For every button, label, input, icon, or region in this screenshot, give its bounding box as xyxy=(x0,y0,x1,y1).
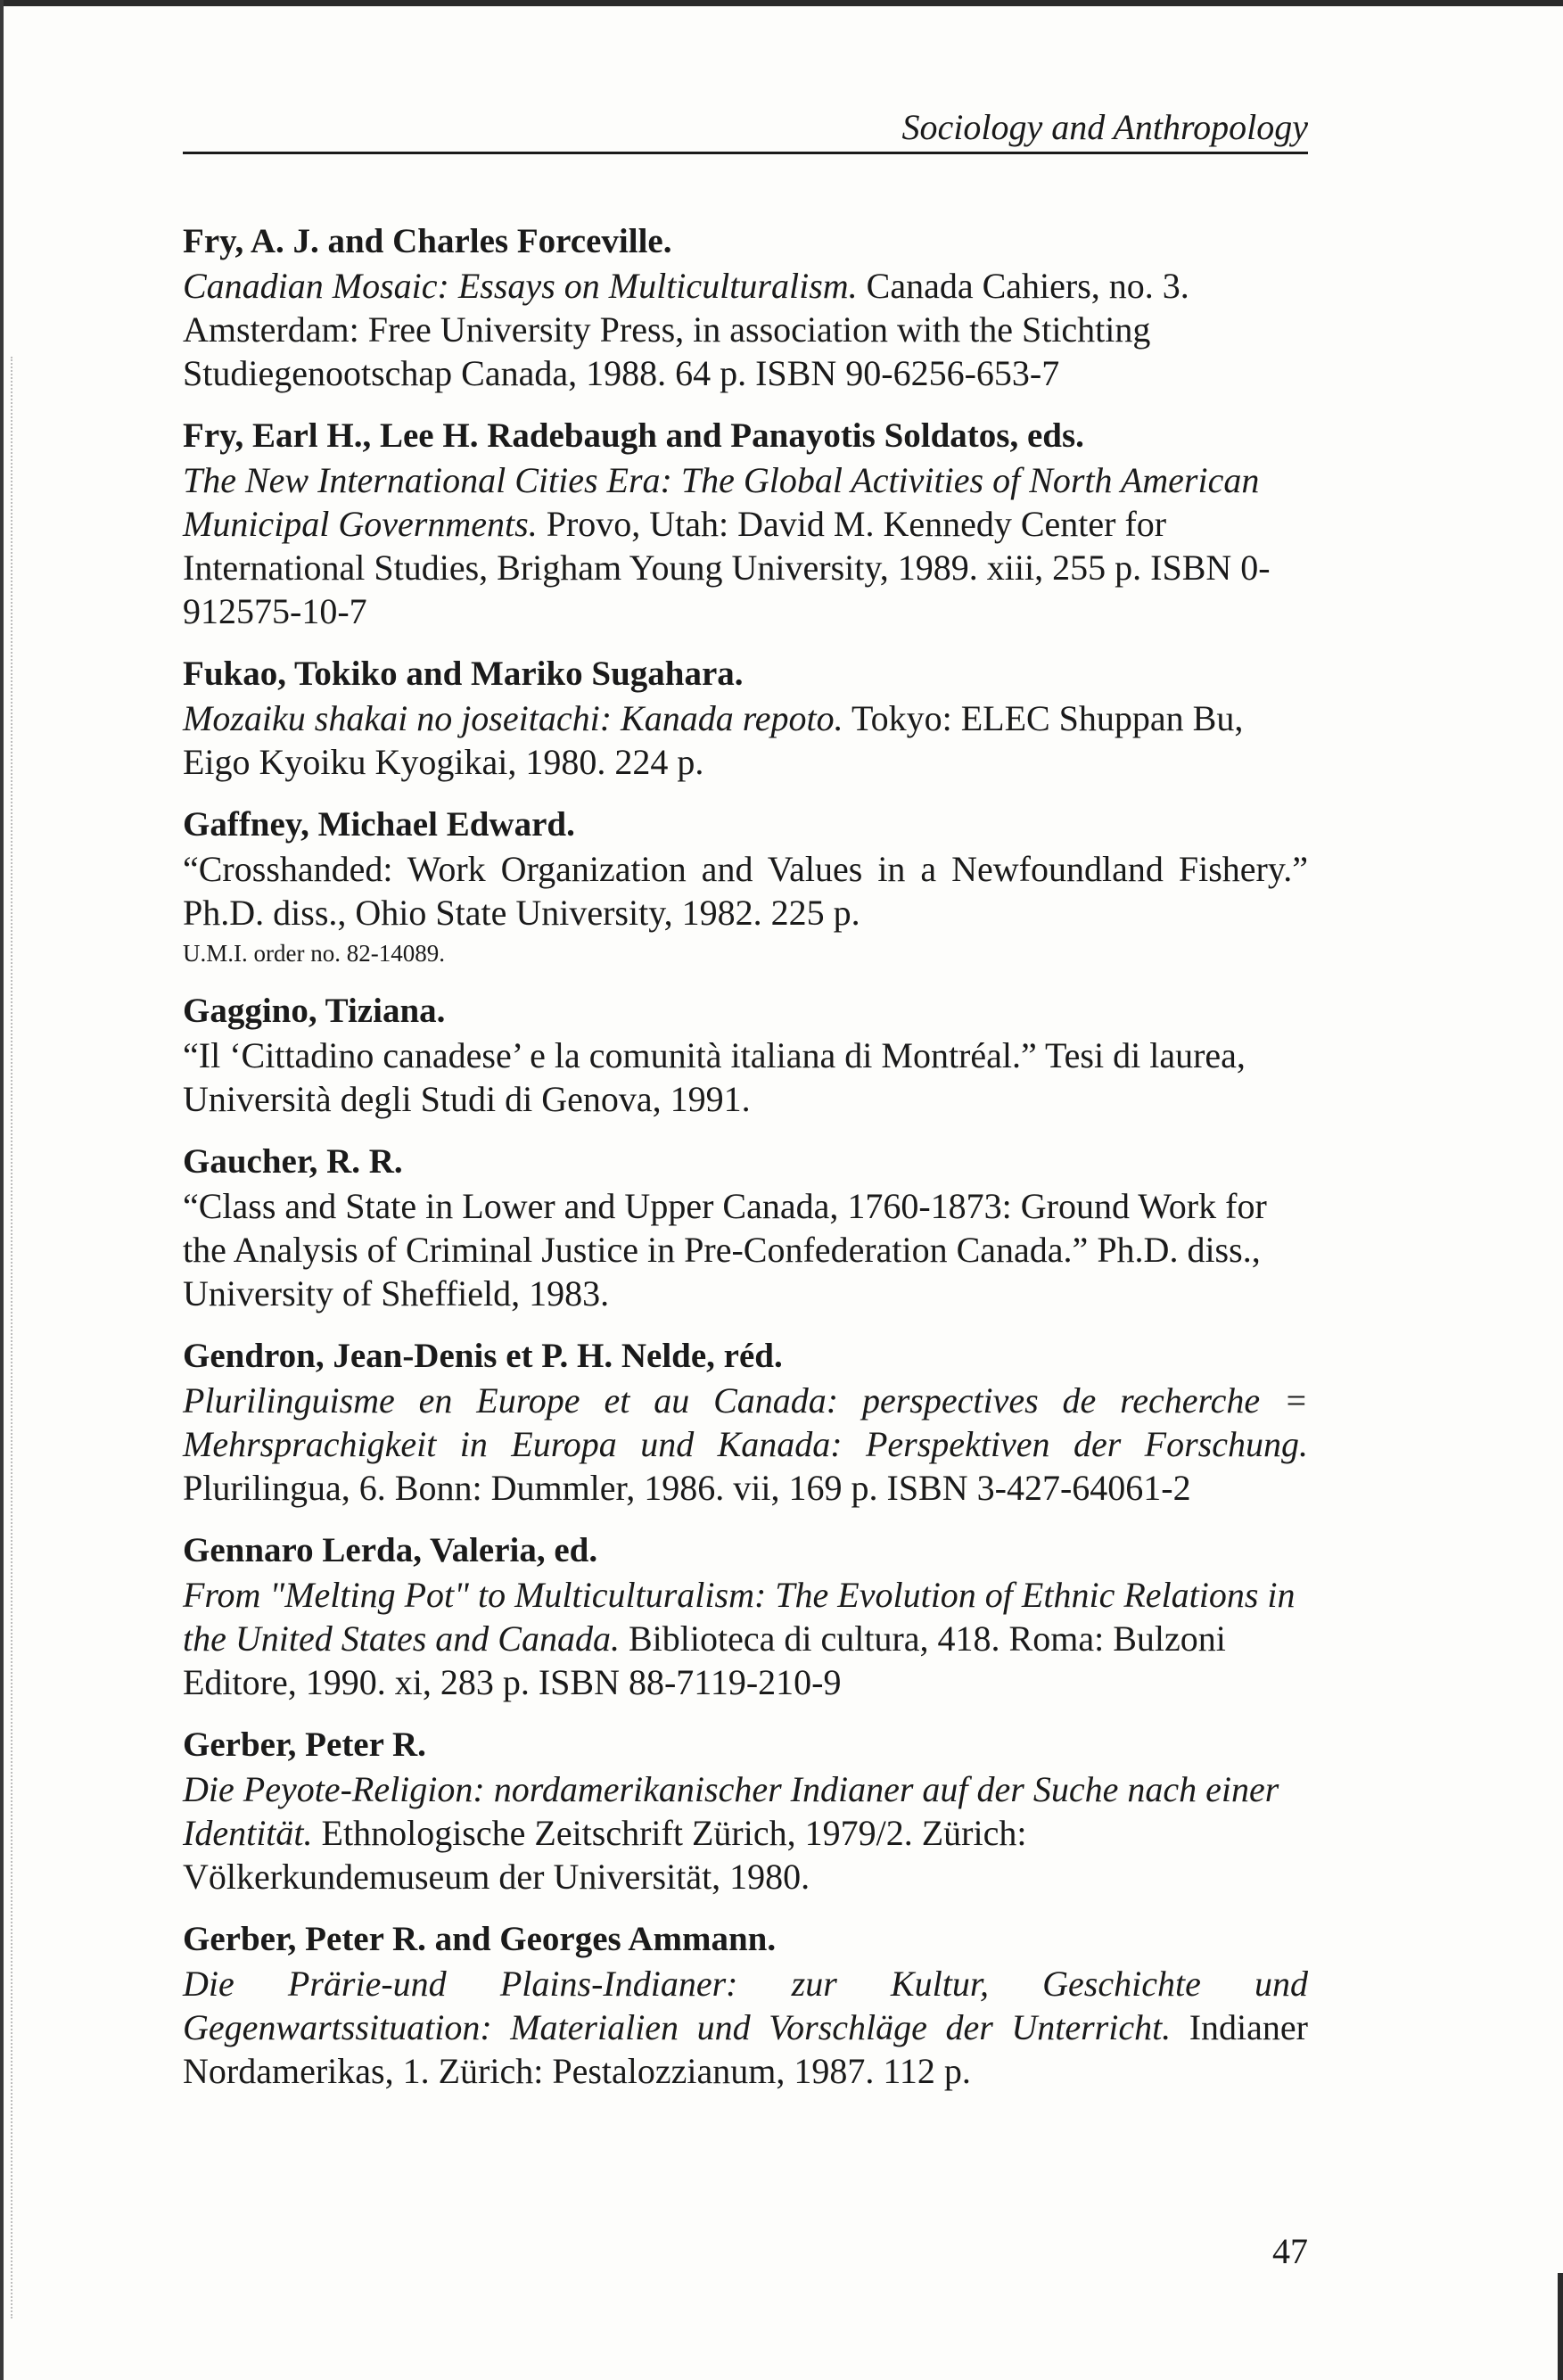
bibliography-entry xyxy=(183,219,1308,395)
bibliography-entry xyxy=(183,414,1308,633)
entry-publication: Indianer Nordamerikas, 1. Zürich: Pestalozzianum, 1987. 112 p. xyxy=(183,2007,1308,2091)
entry-citation xyxy=(183,1573,1308,1704)
entry-author: Gendron, Jean-Denis et P. H. Nelde, réd. xyxy=(183,1337,783,1375)
bibliography-entries xyxy=(183,219,1308,2112)
entry-publication: Biblioteca di cultura, 418. Roma: Bulzoni Editore, 1990. xi, 283 p. ISBN 88-7119-210-9 xyxy=(183,1618,1226,1702)
header-rule xyxy=(183,152,1308,154)
entry-author: Gerber, Peter R. and Georges Ammann. xyxy=(183,1920,777,1958)
entry-author: Fukao, Tokiko and Mariko Sugahara. xyxy=(183,655,744,693)
bibliography-entry xyxy=(183,1917,1308,2093)
entry-author: Gaffney, Michael Edward. xyxy=(183,805,575,844)
entry-citation xyxy=(183,696,1308,784)
scan-left-edge xyxy=(0,0,4,2380)
entry-author: Gaucher, R. R. xyxy=(183,1142,403,1181)
entry-citation: “Class and State in Lower and Upper Canada, 1760-1873: Ground Work for the Analysis of Criminal Justice in Pre-Confederation Canada.” Ph.D. diss., University of Sheffield, 1983. xyxy=(183,1186,1267,1314)
entry-author: Fry, Earl H., Lee H. Radebaugh and Panayotis Soldatos, eds. xyxy=(183,416,1084,455)
running-head: Sociology and Anthropology xyxy=(901,107,1308,147)
entry-citation: “Crosshanded: Work Organization and Values in a Newfoundland Fishery.” Ph.D. diss., Ohio State University, 1982. 225 p. xyxy=(183,849,1308,933)
entry-author: Gerber, Peter R. xyxy=(183,1725,426,1764)
entry-citation xyxy=(183,1962,1308,2093)
entry-citation xyxy=(183,264,1308,395)
entry-citation: “Il ‘Cittadino canadese’ e la comunità italiana di Montréal.” Tesi di laurea, Università degli Studi di Genova, 1991. xyxy=(183,1035,1246,1119)
entry-publication: Provo, Utah: David M. Kennedy Center for International Studies, Brigham Young University, 1989. xiii, 255 p. ISBN 0-912575-10-7 xyxy=(183,504,1271,631)
entry-author: Gaggino, Tiziana. xyxy=(183,992,446,1030)
scan-left-specks xyxy=(11,357,14,2318)
bibliography-entry xyxy=(183,652,1308,784)
entry-author: Fry, A. J. and Charles Forceville. xyxy=(183,222,672,260)
bibliography-entry xyxy=(183,1140,1308,1315)
bibliography-entry xyxy=(183,1723,1308,1898)
entry-title: Plurilinguisme en Europe et au Canada: perspectives de recherche = Mehrsprachigkeit in Europa und Kanada: Perspektiven der Forschung. xyxy=(183,1380,1308,1464)
entry-author: Gennaro Lerda, Valeria, ed. xyxy=(183,1531,598,1569)
entry-publication: Plurilingua, 6. Bonn: Dummler, 1986. vii, 169 p. ISBN 3-427-64061-2 xyxy=(183,1468,1191,1508)
entry-publication: Canada Cahiers, no. 3. Amsterdam: Free University Press, in association with the Stichting Studiegenootschap Canada, 1988. 64 p. ISBN 90-6256-653-7 xyxy=(183,266,1189,393)
entry-citation xyxy=(183,1379,1308,1510)
entry-title: Canadian Mosaic: Essays on Multiculturalism. xyxy=(183,266,858,306)
entry-title: From "Melting Pot" to Multiculturalism: The Evolution of Ethnic Relations in the United States and Canada. xyxy=(183,1575,1296,1659)
entry-publication: Ethnologische Zeitschrift Zürich, 1979/2. Zürich: Völkerkundemuseum der Universität, 1980. xyxy=(183,1813,1027,1897)
bibliography-entry xyxy=(183,1528,1308,1704)
entry-publication: Tokyo: ELEC Shuppan Bu, Eigo Kyoiku Kyogikai, 1980. 224 p. xyxy=(183,698,1244,782)
entry-citation xyxy=(183,1767,1308,1898)
entry-title: Mozaiku shakai no joseitachi: Kanada repoto. xyxy=(183,698,843,738)
entry-citation xyxy=(183,458,1308,633)
scan-bottom-corner xyxy=(1558,2273,1563,2380)
page-number: 47 xyxy=(1272,2231,1308,2271)
bibliography-entry xyxy=(183,989,1308,1121)
entry-title: Die Prärie-und Plains-Indianer: zur Kultur, Geschichte und Gegenwartssituation: Materialien und Vorschläge der Unterricht. xyxy=(183,1964,1308,2047)
scan-top-edge xyxy=(0,0,1563,6)
entry-title: The New International Cities Era: The Global Activities of North American Municipal Governments. xyxy=(183,460,1260,544)
entry-title: Die Peyote-Religion: nordamerikanischer Indianer auf der Suche nach einer Identität. xyxy=(183,1769,1279,1853)
bibliography-entry xyxy=(183,1334,1308,1510)
bibliography-entry xyxy=(183,803,1308,970)
entry-order-note: U.M.I. order no. 82-14089. xyxy=(183,940,445,967)
